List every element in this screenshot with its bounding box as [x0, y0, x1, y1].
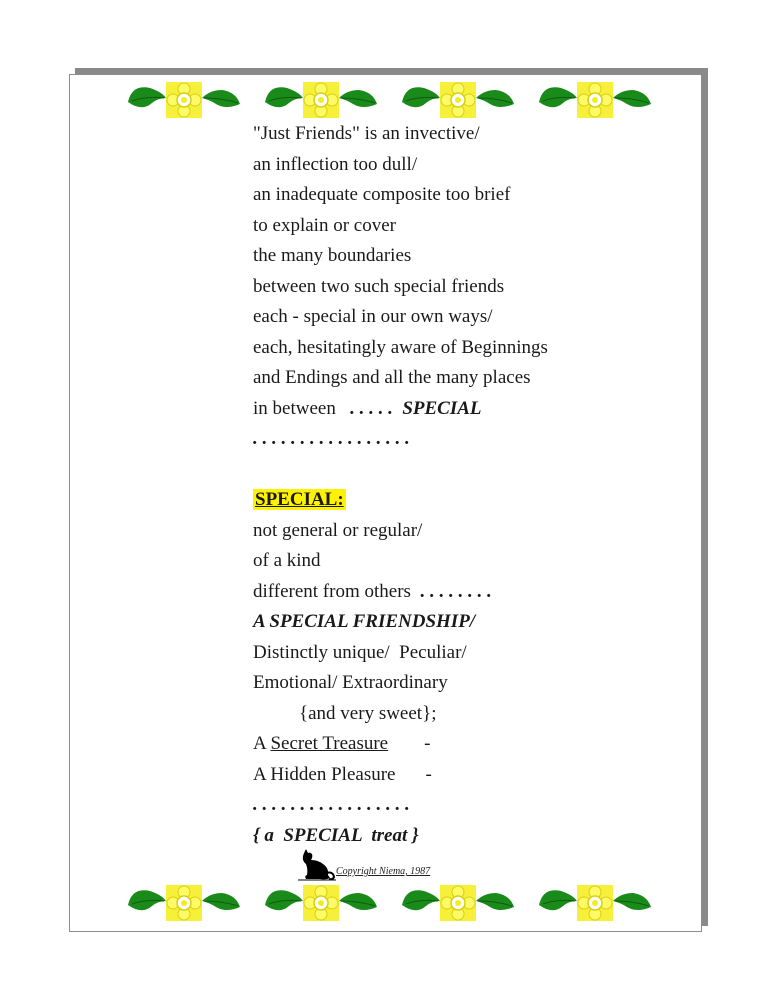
leaf-flower-leaf-icon — [533, 78, 657, 120]
secret-treasure: Secret Treasure — [270, 733, 389, 754]
poem-line: between two such special friends — [253, 275, 505, 297]
leaf-flower-leaf-icon — [533, 881, 657, 923]
poem-page — [69, 74, 702, 932]
description-line: Emotional/ Extraordinary — [253, 672, 448, 693]
leaf-flower-leaf-icon — [396, 78, 520, 120]
poem-line-between — [253, 394, 673, 425]
poem-line: the many boundaries — [253, 245, 412, 266]
leaf-flower-leaf-icon — [122, 881, 246, 923]
poem-line: an inflection too dull/ — [253, 153, 418, 175]
black-cat-icon — [298, 849, 336, 881]
leaf-flower-leaf-icon — [396, 881, 520, 923]
definition-text: different from others — [253, 580, 411, 602]
bottom-border — [70, 881, 701, 923]
leaf-flower-leaf-icon — [122, 78, 246, 120]
between-text: in between — [253, 397, 336, 419]
friendship-heading: A SPECIAL FRIENDSHIP/ — [253, 611, 476, 632]
treasure-prefix: A — [253, 733, 271, 754]
pleasure-line — [253, 760, 673, 791]
poem-text — [253, 119, 673, 851]
treasure-line — [253, 729, 673, 760]
treasure-dash: - — [424, 733, 431, 754]
description-line: Distinctly unique/ Peculiar/ — [253, 641, 467, 663]
definition-line — [253, 577, 673, 608]
dotted-separator: . . . . . . . . . . . . . . . . . — [253, 794, 410, 815]
copyright-mark — [298, 849, 498, 883]
top-border — [70, 78, 701, 120]
hidden-pleasure: A Hidden Pleasure — [253, 763, 396, 785]
poem-line: to explain or cover — [253, 214, 396, 236]
poem-line: and Endings and all the many places — [253, 367, 531, 388]
leaf-flower-leaf-icon — [259, 881, 383, 923]
between-emphasis: SPECIAL — [402, 397, 482, 419]
closing-line: { a SPECIAL treat } — [253, 824, 419, 846]
sweet-line: {and very sweet}; — [299, 702, 437, 724]
dotted-separator: . . . . . . . . . . . . . . . . . — [253, 428, 410, 449]
between-dots: . . . . . — [350, 397, 393, 419]
poem-line: each - special in our own ways/ — [253, 306, 493, 327]
poem-line: "Just Friends" is an invective/ — [253, 123, 480, 144]
definition-line: not general or regular/ — [253, 519, 423, 541]
definition-line: of a kind — [253, 550, 321, 571]
poem-line: an inadequate composite too brief — [253, 184, 511, 205]
definition-dots: . . . . . . . . — [420, 580, 492, 602]
leaf-flower-leaf-icon — [259, 78, 383, 120]
pleasure-dash: - — [425, 763, 432, 785]
poem-line: each, hesitatingly aware of Beginnings — [253, 336, 548, 358]
copyright-text: Copyright Niema, 1987 — [336, 866, 431, 877]
special-heading: SPECIAL: — [255, 489, 344, 510]
